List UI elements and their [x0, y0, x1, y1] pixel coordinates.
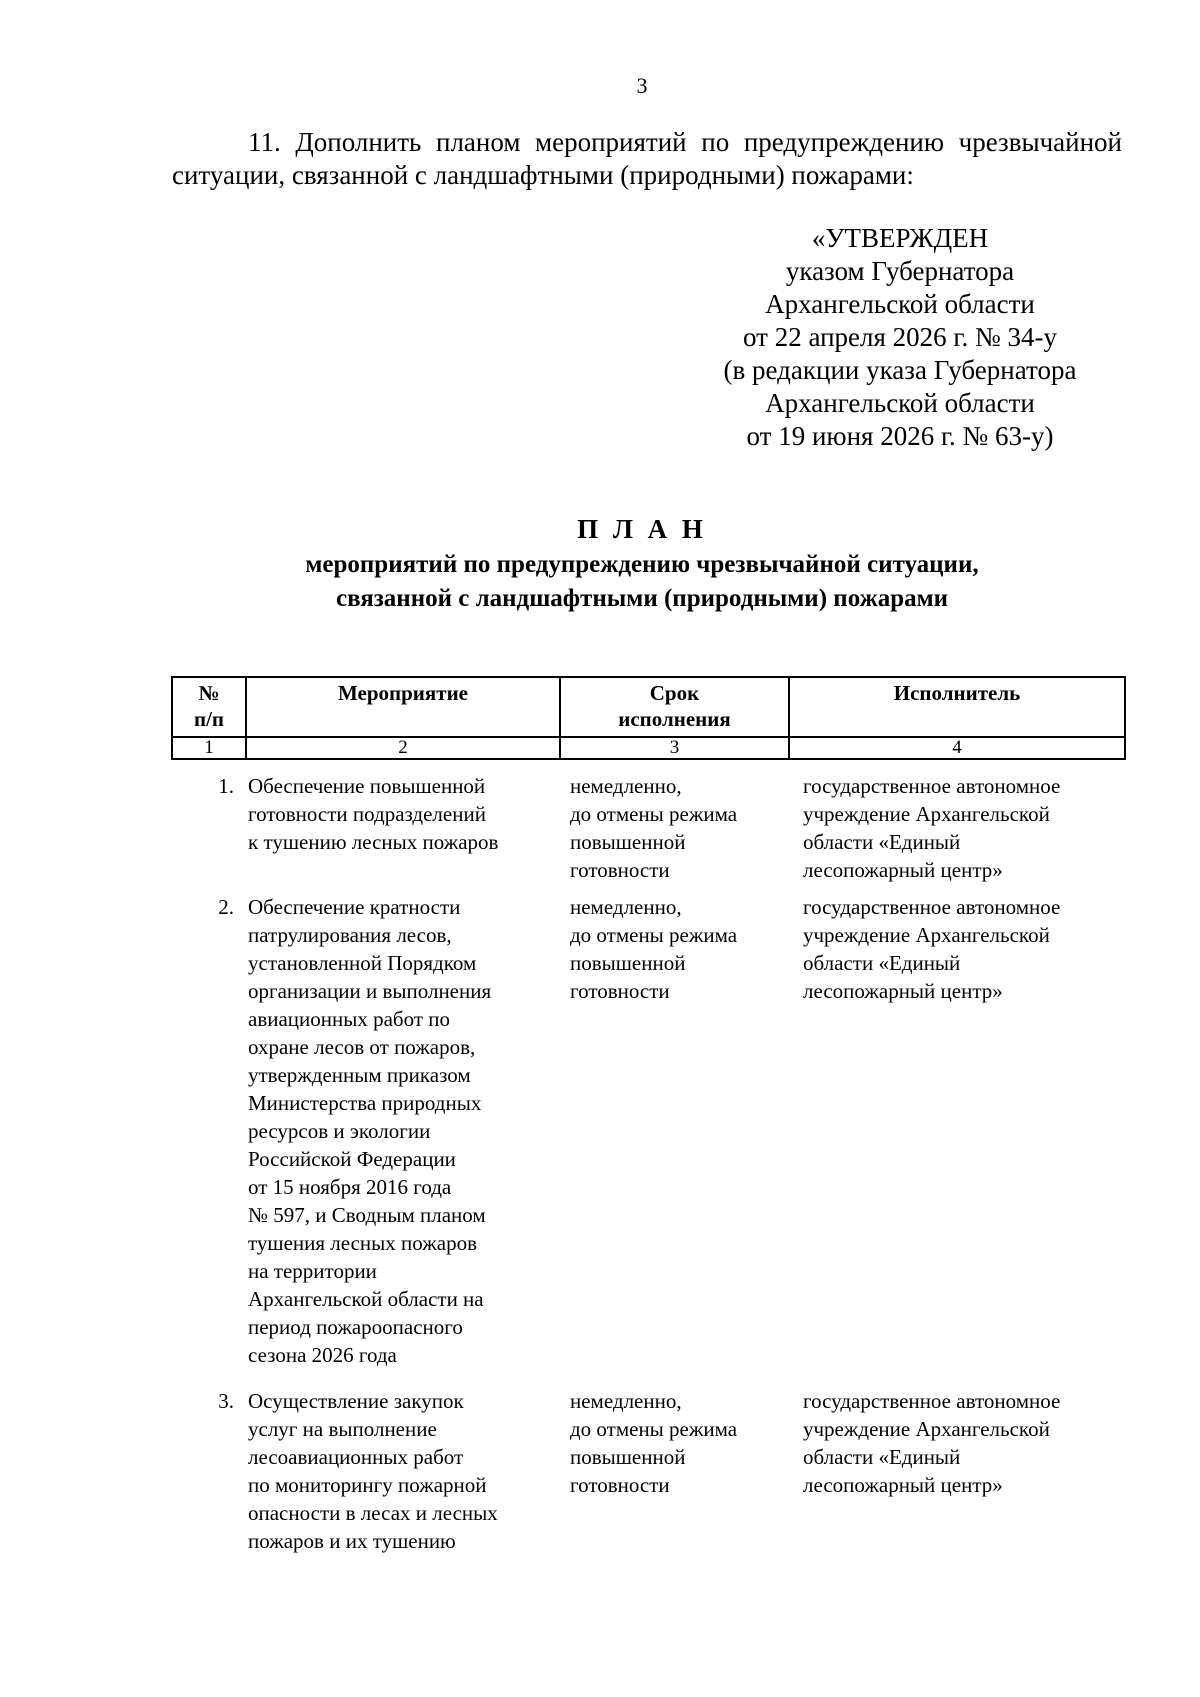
header-executor: Исполнитель	[789, 677, 1125, 737]
table-row	[172, 1387, 1125, 1555]
page-number: 3	[636, 73, 648, 98]
approval-stamp	[690, 222, 1110, 453]
intro-paragraph: 11. Дополнить планом мероприятий по предупреждению чрезвычайной ситуации, связанной с ландшафтными (природными) пожарами:	[172, 127, 1122, 190]
row-term: немедленно, до отмены режима повышенной готовности	[570, 1389, 738, 1497]
column-number: 3	[560, 737, 789, 759]
approval-line: Архангельской области	[765, 388, 1035, 418]
approval-line: от 22 апреля 2026 г. № 34-у	[743, 322, 1057, 352]
approval-line: указом Губернатора	[785, 256, 1015, 286]
table-row	[172, 893, 1125, 1387]
approval-line: «УТВЕРЖДЕН	[811, 223, 989, 253]
plan-subtitle	[0, 548, 1200, 616]
row-executor: государственное автономное учреждение Архангельской области «Единый лесопожарный центр»	[803, 895, 1061, 1003]
plan-title: П Л А Н	[577, 514, 707, 544]
plan-subtitle-line: мероприятий по предупреждению чрезвычайной ситуации,	[305, 551, 979, 578]
approval-line: (в редакции указа Губернатора	[723, 355, 1077, 385]
row-activity: Осуществление закупок услуг на выполнение лесоавиационных работ по мониторингу пожарной опасности в лесах и лесных пожаров и их тушению	[248, 1389, 498, 1553]
column-number: 2	[246, 737, 560, 759]
row-number: 2.	[218, 895, 234, 919]
row-activity: Обеспечение повышенной готовности подразделений к тушению лесных пожаров	[248, 774, 499, 854]
approval-line: Архангельской области	[765, 289, 1035, 319]
table-row	[172, 759, 1125, 893]
row-executor: государственное автономное учреждение Архангельской области «Единый лесопожарный центр»	[803, 1389, 1061, 1497]
column-number: 1	[172, 737, 246, 759]
table-header-row	[172, 677, 1125, 737]
row-executor: государственное автономное учреждение Архангельской области «Единый лесопожарный центр»	[803, 774, 1061, 882]
row-number: 1.	[218, 774, 234, 798]
column-number: 4	[789, 737, 1125, 759]
row-term: немедленно, до отмены режима повышенной готовности	[570, 895, 738, 1003]
row-activity: Обеспечение кратности патрулирования лесов, установленной Порядком организации и выполнения авиационных работ по охране лесов от пожаров, утвержденным приказом Министерства природных ресурсов и экологии Российской Федерации от 15 ноября 2016 года № 597, и Сводным планом тушения лесных пожаров на территории Архангельской области на период пожароопасного сезона 2026 года	[248, 895, 492, 1367]
header-term: Срок исполнения	[560, 677, 789, 737]
header-number: № п/п	[172, 677, 246, 737]
row-term: немедленно, до отмены режима повышенной готовности	[570, 774, 738, 882]
header-activity: Мероприятие	[246, 677, 560, 737]
approval-line: от 19 июня 2026 г. № 63-у)	[746, 421, 1054, 451]
row-number: 3.	[218, 1389, 234, 1413]
plan-subtitle-line: связанной с ландшафтными (природными) пожарами	[335, 585, 949, 612]
column-number-row	[172, 737, 1125, 759]
plan-table	[171, 676, 1126, 1555]
